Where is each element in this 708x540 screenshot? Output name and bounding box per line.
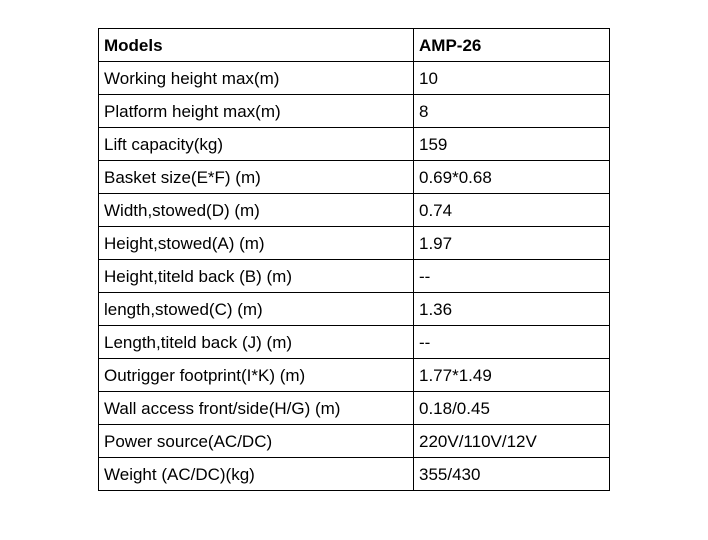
spec-table [98,28,610,491]
table-row [99,62,610,95]
spec-value: 10 [414,62,610,95]
spec-label: Power source(AC/DC) [99,425,414,458]
table-row [99,194,610,227]
spec-label: Height,stowed(A) (m) [99,227,414,260]
table-row [99,227,610,260]
spec-label: Height,titeld back (B) (m) [99,260,414,293]
table-row [99,392,610,425]
table-row [99,128,610,161]
spec-value: 0.69*0.68 [414,161,610,194]
table-row [99,359,610,392]
table-row [99,326,610,359]
table-row [99,161,610,194]
spec-value: 0.18/0.45 [414,392,610,425]
spec-label: Outrigger footprint(I*K) (m) [99,359,414,392]
spec-value: 1.77*1.49 [414,359,610,392]
spec-value: 1.97 [414,227,610,260]
header-model-cell: AMP-26 [414,29,610,62]
spec-value: 8 [414,95,610,128]
table-row [99,293,610,326]
spec-label: Width,stowed(D) (m) [99,194,414,227]
table-row [99,95,610,128]
spec-label: Weight (AC/DC)(kg) [99,458,414,491]
spec-label: Wall access front/side(H/G) (m) [99,392,414,425]
spec-value: 220V/110V/12V [414,425,610,458]
spec-label: Working height max(m) [99,62,414,95]
spec-value: -- [414,260,610,293]
table-row [99,260,610,293]
table-row [99,458,610,491]
spec-label: Basket size(E*F) (m) [99,161,414,194]
spec-value: 355/430 [414,458,610,491]
spec-value: 1.36 [414,293,610,326]
table-row [99,425,610,458]
spec-label: Platform height max(m) [99,95,414,128]
table-header-row [99,29,610,62]
spec-value: -- [414,326,610,359]
spec-value: 159 [414,128,610,161]
spec-value: 0.74 [414,194,610,227]
spec-label: Length,titeld back (J) (m) [99,326,414,359]
header-label-cell: Models [99,29,414,62]
spec-label: length,stowed(C) (m) [99,293,414,326]
spec-label: Lift capacity(kg) [99,128,414,161]
